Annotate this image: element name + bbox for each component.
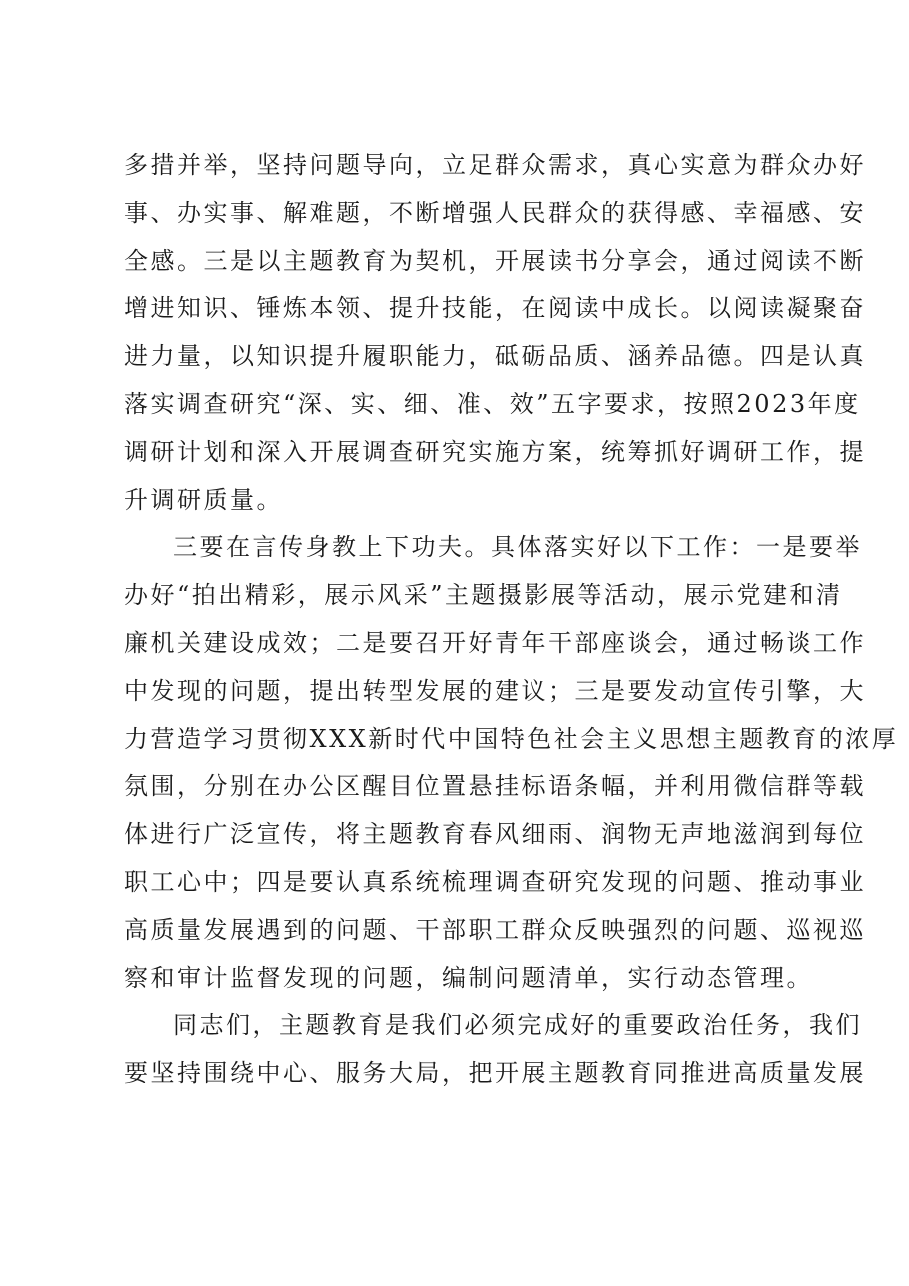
text-line: 落实调查研究“深、实、细、准、效”五字要求，按照2023年度: [124, 389, 861, 418]
paragraph-first-line: 三要在言传身教上下功夫。具体落实好以下工作：一是要举: [173, 533, 862, 562]
body-text: [124, 142, 899, 1098]
paragraph-first-line: 同志们，主题教育是我们必须完成好的重要政治任务，我们: [173, 1011, 862, 1040]
text-line: 办好“拍出精彩，展示风采”主题摄影展等活动，展示党建和清: [124, 581, 843, 610]
text-line: 事、办实事、解难题，不断增强人民群众的获得感、幸福感、安: [124, 198, 866, 227]
text-line: 高质量发展遇到的问题、干部职工群众反映强烈的问题、巡视巡: [124, 915, 866, 944]
text-line: 增进知识、锤炼本领、提升技能，在阅读中成长。以阅读凝聚奋: [124, 294, 866, 323]
text-line: 廉机关建设成效；二是要召开好青年干部座谈会，通过畅谈工作: [124, 628, 866, 657]
text-line: 调研计划和深入开展调查研究实施方案，统筹抓好调研工作，提: [124, 437, 866, 466]
text-line: 力营造学习贯彻XXX新时代中国特色社会主义思想主题教育的浓厚: [124, 724, 899, 753]
text-line: 要坚持围绕中心、服务大局，把开展主题教育同推进高质量发展: [124, 1059, 866, 1088]
text-line: 氛围，分别在办公区醒目位置悬挂标语条幅，并利用微信群等载: [124, 772, 866, 801]
text-line: 多措并举，坚持问题导向，立足群众需求，真心实意为群众办好: [124, 151, 866, 179]
text-line: 升调研质量。: [124, 485, 283, 514]
text-line: 全感。三是以主题教育为契机，开展读书分享会，通过阅读不断: [124, 246, 866, 275]
text-line: 察和审计监督发现的问题，编制问题清单，实行动态管理。: [124, 963, 813, 992]
text-line: 进力量，以知识提升履职能力，砥砺品质、涵养品德。四是认真: [124, 342, 866, 371]
text-line: 中发现的问题，提出转型发展的建议；三是要发动宣传引擎，大: [124, 676, 866, 705]
text-line: 体进行广泛宣传，将主题教育春风细雨、润物无声地滋润到每位: [124, 820, 866, 849]
text-line: 职工心中；四是要认真系统梳理调查研究发现的问题、推动事业: [124, 867, 866, 896]
